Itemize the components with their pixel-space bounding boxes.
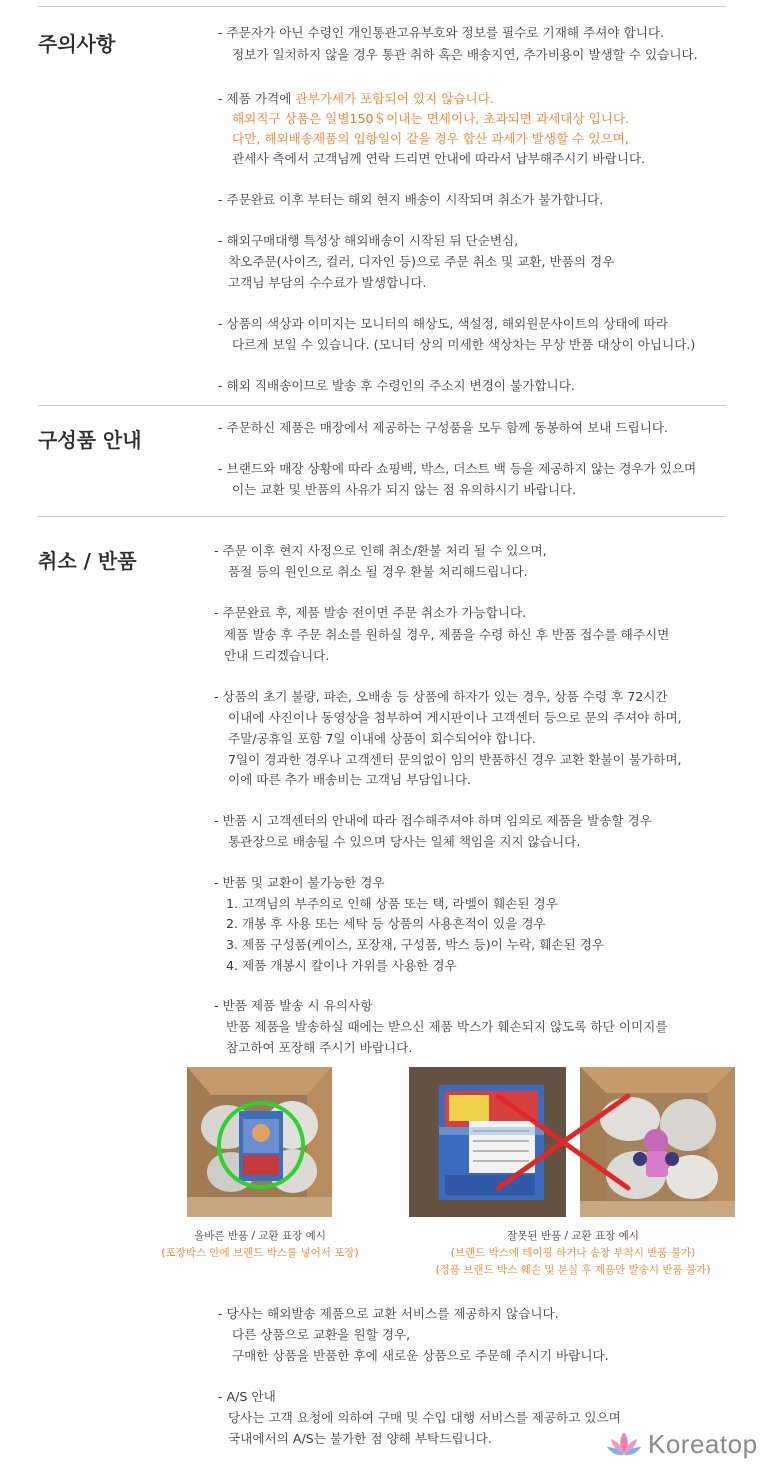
- cancel-line: 통관장으로 배송될 수 있으며 당사는 일체 책임을 지지 않습니다.: [228, 834, 581, 849]
- section-divider: [38, 516, 726, 517]
- notice-line: 다르게 보일 수 있습니다. (모니터 상의 미세한 색상차는 무상 반품 대상이 아닙니다.): [232, 337, 696, 352]
- cancel-line: 품절 등의 원인으로 취소 될 경우 환불 처리해드립니다.: [228, 564, 528, 579]
- notice-line: 관세사 측에서 고객님께 연락 드리면 안내에 따라서 납부해주시기 바랍니다.: [232, 151, 646, 166]
- components-line: - 브랜드와 매장 상황에 따라 쇼핑백, 박스, 더스트 백 등을 제공하지 않는 경우가 있으며: [218, 461, 697, 476]
- cancel-line: 반품 제품을 발송하실 때에는 받으신 제품 박스가 훼손되지 않도록 하단 이미지를: [226, 1019, 668, 1034]
- cancel-line: 참고하여 포장해 주시기 바랍니다.: [226, 1040, 413, 1055]
- correct-caption: [150, 1228, 370, 1262]
- tax-warning-text: 관부가세가 포함되어 있지 않습니다.: [295, 91, 494, 106]
- cancel-line: - 주문 이후 현지 사정으로 인해 취소/환불 처리 될 수 있으며,: [214, 543, 547, 558]
- wrong-caption-title: 잘못된 반품 / 교환 표장 예시: [507, 1230, 639, 1242]
- cancel-line: - 반품 및 교환이 불가능한 경우: [214, 875, 385, 890]
- cancel-line: - 반품 제품 발송 시 유의사항: [214, 998, 373, 1013]
- components-line: - 주문하신 제품은 매장에서 제공하는 구성품을 모두 함께 동봉하여 보내 드립니다.: [218, 420, 669, 435]
- cancel-line: 당사는 고객 요청에 의하여 구매 및 수입 대행 서비스를 제공하고 있으며: [228, 1410, 621, 1425]
- top-divider: [38, 6, 726, 7]
- components-line: 이는 교환 및 반품의 사유가 되지 않는 점 유의하시기 바랍니다.: [232, 482, 577, 497]
- cancel-line: 3. 제품 구성품(케이스, 포장재, 구성품, 박스 등)이 누락, 훼손된 경우: [226, 937, 605, 952]
- cancel-line: 2. 개봉 후 사용 또는 세탁 등 상품의 사용흔적이 있을 경우: [226, 916, 546, 931]
- section-divider: [38, 405, 726, 406]
- notice-heading: 주의사항: [38, 32, 116, 56]
- brand-logo: [606, 1428, 758, 1460]
- notice-line: 정보가 일치하지 않을 경우 통관 취하 혹은 배송지연, 추가비용이 발생할 수 있습니다.: [232, 47, 698, 62]
- wrong-mark-x-icon: [492, 1090, 634, 1194]
- cancel-line: - 상품의 초기 불량, 파손, 오배송 등 상품에 하자가 있는 경우, 상품 수령 후 72시간: [214, 689, 668, 704]
- notice-line: 착오주문(사이즈, 컬러, 디자인 등)으로 주문 취소 및 교환, 반품의 경우: [228, 254, 615, 269]
- correct-caption-title: 올바른 반품 / 교환 표장 예시: [194, 1230, 326, 1242]
- notice-line: 해외직구 상품은 일별150＄이내는 면세이나, 초과되면 과세대상 입니다.: [232, 111, 630, 126]
- cancel-line: 이에 따른 추가 배송비는 고객님 부담입니다.: [228, 772, 471, 787]
- correct-caption-sub: (포장박스 안에 브랜드 박스를 넣어서 포장): [161, 1247, 359, 1259]
- cancel-line: 7일이 경과한 경우나 고객센터 문의없이 임의 반품하신 경우 교환 환불이 불가하며,: [228, 752, 682, 767]
- notice-line-tax: [218, 88, 494, 109]
- notice-line: - 상품의 색상과 이미지는 모니터의 해상도, 색설정, 해외원문사이트의 상태에 따라: [218, 316, 669, 331]
- notice-line: - 주문자가 아닌 수령인 개인통관고유부호와 정보를 필수로 기재해 주셔야 합니다.: [218, 25, 665, 40]
- correct-packing-photo: [187, 1067, 332, 1217]
- wrong-caption-sub: (정품 브랜드 박스 훼손 및 분실 후 제품만 발송시 반품 불가): [435, 1264, 711, 1276]
- cancel-line: 국내에서의 A/S는 불가한 점 양해 부탁드립니다.: [228, 1431, 492, 1446]
- cancel-line: 안내 드리겠습니다.: [224, 648, 330, 663]
- cancel-line: 다른 상품으로 교환을 원할 경우,: [232, 1327, 411, 1342]
- lotus-icon: [606, 1430, 642, 1458]
- cancel-line: - 당사는 해외발송 제품으로 교환 서비스를 제공하지 않습니다.: [218, 1306, 559, 1321]
- notice-line: - 해외 직배송이므로 발송 후 수령인의 주소지 변경이 불가합니다.: [218, 378, 575, 393]
- notice-line-prefix: - 제품 가격에: [218, 91, 296, 106]
- notice-line: - 해외구매대행 특성상 해외배송이 시작된 뒤 단순변심,: [218, 233, 519, 248]
- cancel-heading: 취소 / 반품: [38, 549, 137, 573]
- cancel-line: 주말/공휴일 포함 7일 이내에 상품이 회수되어야 합니다.: [228, 731, 536, 746]
- cancel-line: 1. 고객님의 부주의로 인해 상품 또는 택, 라벨이 훼손된 경우: [226, 896, 558, 911]
- notice-line: - 주문완료 이후 부터는 해외 현지 배송이 시작되며 취소가 불가합니다.: [218, 192, 604, 207]
- notice-line: 다만, 해외배송제품의 입항일이 같을 경우 합산 과세가 발생할 수 있으며,: [232, 131, 629, 146]
- cancel-line: 이내에 사진이나 동영상을 첨부하여 게시판이나 고객센터 등으로 문의 주셔야 하며,: [228, 710, 682, 725]
- cancel-line: 4. 제품 개봉시 칼이나 가위를 사용한 경우: [226, 958, 457, 973]
- components-heading: 구성품 안내: [38, 428, 142, 452]
- wrong-caption-sub: (브랜드 박스에 테이핑 하거나 송장 부착시 반품 불가): [450, 1247, 696, 1259]
- wrong-caption: [414, 1228, 732, 1279]
- cancel-line: - 주문완료 후, 제품 발송 전이면 주문 취소가 가능합니다.: [214, 605, 527, 620]
- notice-line: 고객님 부담의 수수료가 발생합니다.: [228, 275, 427, 290]
- brand-name: Koreatop: [648, 1428, 758, 1459]
- cancel-line: - 반품 시 고객센터의 안내에 따라 접수해주셔야 하며 임의로 제품을 발송할 경우: [214, 813, 652, 828]
- cancel-line: 제품 발송 후 주문 취소를 원하실 경우, 제품을 수령 하신 후 반품 접수를 해주시면: [224, 627, 670, 642]
- cancel-line: 구매한 상품을 반품한 후에 새로운 상품으로 주문해 주시기 바랍니다.: [232, 1348, 609, 1363]
- cancel-line: - A/S 안내: [218, 1389, 276, 1404]
